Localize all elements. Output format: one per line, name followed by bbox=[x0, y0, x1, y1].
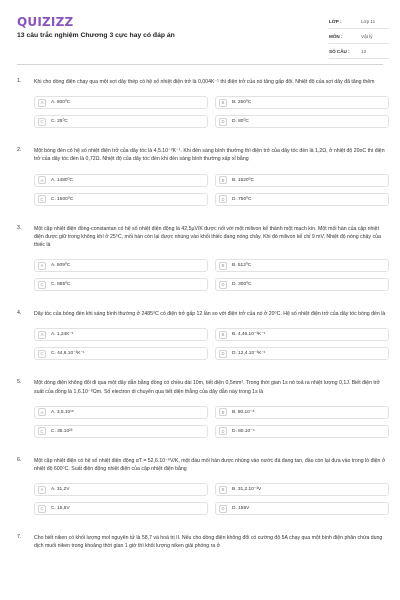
option-letter-badge: C bbox=[38, 195, 46, 203]
question-6 bbox=[0, 457, 400, 515]
meta-label: LỚP : bbox=[329, 18, 342, 24]
option-letter-badge: D bbox=[219, 195, 227, 203]
option-text: A. 509⁰C bbox=[51, 263, 71, 269]
option-a[interactable] bbox=[34, 406, 208, 419]
option-letter-badge: B bbox=[219, 99, 227, 107]
option-text: D. 750⁰C bbox=[232, 196, 252, 202]
option-letter-badge: A bbox=[38, 408, 46, 416]
option-text: C. 44,6.10⁻³K⁻¹ bbox=[51, 351, 85, 357]
option-letter-badge: C bbox=[38, 427, 46, 435]
question-text: Một cặp nhiệt điện có hệ số nhiệt điện động αT = 52,6.10⁻⁶V/K, một đầu mối hàn được nhúng vào nước đá đang tan, đầu còn lại đưa vào trong lò điện ở nhiệt độ 600⁰C. Suất điện động nhiệt điện của cặp nhiệt điện bằng bbox=[34, 457, 386, 473]
option-text: A. 800⁰C bbox=[51, 100, 71, 106]
question-7 bbox=[0, 534, 400, 550]
option-text: D. 155V bbox=[232, 506, 250, 512]
option-b[interactable] bbox=[215, 483, 389, 496]
meta-row-count bbox=[329, 44, 389, 59]
option-text: B. 31,2.10⁻³V bbox=[232, 487, 262, 493]
answer-options bbox=[34, 483, 384, 515]
question-text: Khi cho dòng điện chạy qua một sợi dây thép có hệ số nhiệt điện trở là 0,004K⁻¹ thì điện trở của nó tăng gấp đôi. Nhiệt độ của sợi dây đã tăng thêm bbox=[34, 79, 375, 85]
option-letter-badge: D bbox=[219, 427, 227, 435]
option-text: D. 300⁰C bbox=[232, 282, 252, 288]
option-text: B. 512⁰C bbox=[232, 263, 252, 269]
answer-options bbox=[34, 406, 384, 438]
question-number: 6. bbox=[17, 456, 22, 463]
meta-value: 13 bbox=[361, 48, 367, 54]
option-letter-badge: C bbox=[38, 118, 46, 126]
option-letter-badge: D bbox=[219, 505, 227, 513]
option-c[interactable] bbox=[34, 347, 208, 360]
option-d[interactable] bbox=[215, 193, 389, 206]
option-d[interactable] bbox=[215, 278, 389, 291]
option-d[interactable] bbox=[215, 115, 389, 128]
option-text: D. 12,4.10⁻³K⁻¹ bbox=[232, 351, 266, 357]
option-text: D. 80.10⁻⁴ bbox=[232, 428, 255, 434]
option-a[interactable] bbox=[34, 328, 208, 341]
option-letter-badge: A bbox=[38, 262, 46, 270]
question-5 bbox=[0, 379, 400, 437]
option-a[interactable] bbox=[34, 483, 208, 496]
option-text: A. 3,5.10¹⁸ bbox=[51, 409, 74, 415]
option-text: C. 885⁰C bbox=[51, 282, 71, 288]
option-b[interactable] bbox=[215, 96, 389, 109]
option-d[interactable] bbox=[215, 425, 389, 438]
option-c[interactable] bbox=[34, 425, 208, 438]
option-text: C. 15,5V bbox=[51, 506, 70, 512]
option-text: A. 1,24K⁻¹ bbox=[51, 332, 74, 338]
question-text: Cho biết niken có khối lượng mol nguyên tử là 58,7 và hoá trị II. Nếu cho dòng điện không đổi có cường độ 5A chạy qua một bình điện phân chứa dung dịch muối niken trong khoảng thời gian 1 giờ thì khối lượng niken giải phóng ra ở bbox=[34, 535, 383, 550]
meta-label: SỐ CÂU : bbox=[329, 48, 350, 54]
question-number: 7. bbox=[17, 534, 22, 541]
question-number: 3. bbox=[17, 224, 22, 231]
option-text: C. 25⁰C bbox=[51, 119, 68, 125]
option-d[interactable] bbox=[215, 347, 389, 360]
option-text: A. 31,2V bbox=[51, 487, 70, 493]
option-letter-badge: A bbox=[38, 486, 46, 494]
answer-options bbox=[34, 96, 384, 128]
answer-options bbox=[34, 259, 384, 291]
meta-panel bbox=[329, 14, 389, 59]
page-header bbox=[0, 0, 400, 62]
quizizz-logo: QUIZIZZ bbox=[17, 15, 74, 29]
question-list bbox=[0, 78, 400, 570]
option-a[interactable] bbox=[34, 174, 208, 187]
option-text: B. 1520⁰C bbox=[232, 177, 254, 183]
question-number: 4. bbox=[17, 310, 22, 317]
question-text: Một dòng điện không đổi đi qua một dây dẫn bằng đồng có chiều dài 10m, tiết diện 0,5mm². Trong thời gian 1s nó toả ra nhiệt lượng 0,1J. Biết điện trở suất của đồng là 1,6.10⁻⁸Ωm. Số electron di chuyển qua tiết diện thẳng của dây dẫn này trong 1s là bbox=[34, 380, 380, 395]
answer-options bbox=[34, 174, 384, 206]
option-a[interactable] bbox=[34, 259, 208, 272]
meta-row-class bbox=[329, 14, 389, 29]
option-letter-badge: D bbox=[219, 281, 227, 289]
question-text: Dây tóc của bóng đèn khi sáng bình thường ở 2485⁰C có điện trở gấp 12 lần so với điện trở của nó ở 20⁰C. Hệ số nhiệt điện trở của dây tóc bóng đèn là bbox=[34, 311, 386, 318]
option-text: A. 1480⁰C bbox=[51, 177, 73, 183]
option-b[interactable] bbox=[215, 406, 389, 419]
option-text: B. 250⁰C bbox=[232, 100, 252, 106]
question-text: Một bóng đèn có hệ số nhiệt điện trở của dây tóc là 4,5.10⁻³K⁻¹. Khi đèn sáng bình thường thì điện trở của dây tóc đèn là 1,2Ω, ở nhiệt độ 20oC thì điện trở của dây tóc đèn là 0,72Ω. Nhiệt độ của dây tóc đèn khi đèn sáng bình thường xấp xỉ bằng bbox=[34, 148, 385, 163]
option-text: B. 4,46.10⁻³K⁻¹ bbox=[232, 332, 266, 338]
meta-value: Lớp 11 bbox=[361, 18, 376, 24]
option-c[interactable] bbox=[34, 193, 208, 206]
page-title: 13 câu trắc nghiệm Chương 3 cực hay có đáp án bbox=[17, 32, 175, 39]
question-number: 1. bbox=[17, 78, 22, 84]
option-c[interactable] bbox=[34, 502, 208, 515]
option-text: B. 80.10⁻⁸ bbox=[232, 409, 255, 415]
option-d[interactable] bbox=[215, 502, 389, 515]
header-divider bbox=[17, 64, 383, 65]
option-letter-badge: B bbox=[219, 176, 227, 184]
question-number: 2. bbox=[17, 147, 22, 154]
answer-options bbox=[34, 328, 384, 360]
option-letter-badge: D bbox=[219, 350, 227, 358]
option-letter-badge: C bbox=[38, 350, 46, 358]
option-letter-badge: C bbox=[38, 505, 46, 513]
option-c[interactable] bbox=[34, 115, 208, 128]
option-c[interactable] bbox=[34, 278, 208, 291]
question-text: Một cặp nhiệt điện đồng-constantan có hệ số nhiệt điện động là 42,5μV/K được nối với một milivon kế thành một mạch kín. Một mối hàn của cặp nhiệt điện được giữ trong không khí ở 25⁰C, mối hàn còn lại được nhúng vào khối thiếc đang nóng chảy. Khi đó milivon kế chỉ 9 mV. Nhiệt độ nóng chảy của thiếc là bbox=[34, 225, 381, 249]
option-text: C. 35.10²³ bbox=[51, 428, 73, 434]
option-letter-badge: B bbox=[219, 486, 227, 494]
meta-row-subject bbox=[329, 29, 389, 44]
option-a[interactable] bbox=[34, 96, 208, 109]
meta-label: MÔN : bbox=[329, 33, 343, 39]
option-text: D. 80⁰C bbox=[232, 119, 249, 125]
option-text: C. 1500⁰C bbox=[51, 196, 74, 202]
question-number: 5. bbox=[17, 379, 22, 386]
question-4 bbox=[0, 310, 400, 360]
option-b[interactable] bbox=[215, 174, 389, 187]
option-letter-badge: B bbox=[219, 408, 227, 416]
question-2 bbox=[0, 147, 400, 205]
option-letter-badge: B bbox=[219, 262, 227, 270]
option-letter-badge: A bbox=[38, 99, 46, 107]
option-b[interactable] bbox=[215, 328, 389, 341]
question-3 bbox=[0, 225, 400, 292]
option-b[interactable] bbox=[215, 259, 389, 272]
option-letter-badge: A bbox=[38, 331, 46, 339]
option-letter-badge: C bbox=[38, 281, 46, 289]
meta-value: Vật lý bbox=[361, 33, 373, 39]
option-letter-badge: A bbox=[38, 176, 46, 184]
option-letter-badge: D bbox=[219, 118, 227, 126]
option-letter-badge: B bbox=[219, 331, 227, 339]
question-1 bbox=[0, 78, 400, 128]
